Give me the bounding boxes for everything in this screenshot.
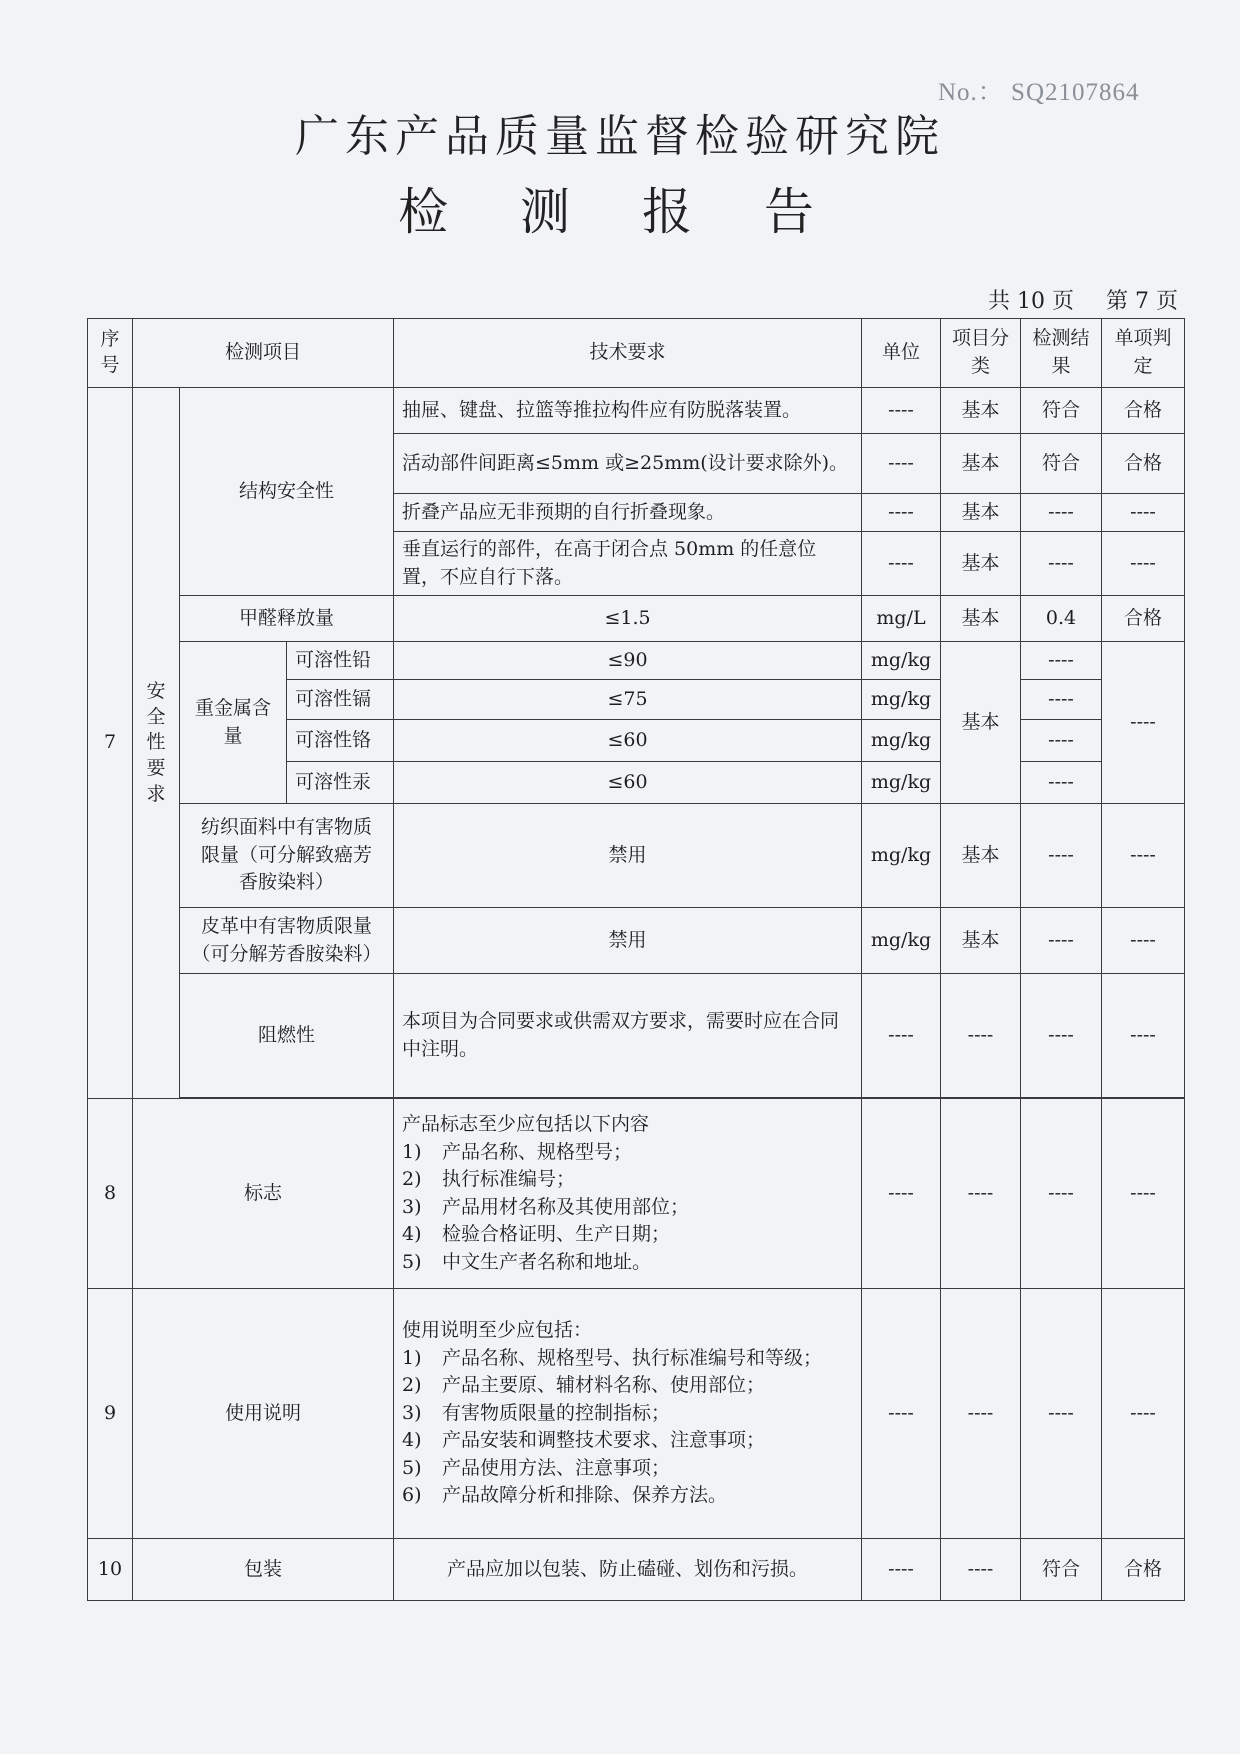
- table-row: [88, 596, 1185, 642]
- page-info: [986, 284, 1178, 315]
- item-name: 阻燃性: [180, 974, 394, 1098]
- list-item: 3) 产品用材名称及其使用部位；: [402, 1195, 690, 1218]
- verdict-cell: ----: [1102, 1099, 1185, 1289]
- unit-cell: ----: [862, 1099, 941, 1289]
- table-row: [88, 804, 1185, 908]
- result-cell: ----: [1021, 908, 1102, 974]
- verdict-cell: ----: [1102, 532, 1185, 596]
- unit-cell: ----: [862, 434, 941, 494]
- result-cell: ----: [1021, 762, 1102, 804]
- header-result: 检测结果: [1021, 319, 1102, 388]
- header-seq: 序 号: [88, 319, 133, 388]
- category-cell: 基本: [941, 642, 1021, 804]
- unit-cell: ----: [862, 1289, 941, 1539]
- list-item: 1) 产品名称、规格型号、执行标准编号和等级；: [402, 1346, 823, 1369]
- result-cell: ----: [1021, 1289, 1102, 1539]
- table-row: [88, 388, 1185, 434]
- requirement-text: 折叠产品应无非预期的自行折叠现象。: [394, 494, 862, 532]
- item-name: 标志: [133, 1099, 394, 1289]
- verdict-cell: ----: [1102, 974, 1185, 1098]
- verdict-cell: 合格: [1102, 434, 1185, 494]
- organization-name: 广东产品质量监督检验研究院: [295, 111, 945, 162]
- subitem-name: 可溶性铅: [287, 642, 394, 680]
- requirement-text: 垂直运行的部件，在高于闭合点 50mm 的任意位置，不应自行下落。: [394, 532, 862, 596]
- category-cell: ----: [941, 1539, 1021, 1601]
- subitem-name: 可溶性镉: [287, 680, 394, 720]
- item-name: 重金属含量: [180, 642, 287, 804]
- page-current: 第 7 页: [1106, 289, 1178, 314]
- unit-cell: mg/kg: [862, 762, 941, 804]
- requirement-text: ≤1.5: [394, 596, 862, 642]
- item-name: 包装: [133, 1539, 394, 1601]
- requirement-intro: 产品标志至少应包括以下内容: [402, 1112, 650, 1135]
- unit-cell: mg/kg: [862, 642, 941, 680]
- unit-cell: ----: [862, 1539, 941, 1601]
- item-name: 使用说明: [133, 1289, 394, 1539]
- result-cell: 符合: [1021, 434, 1102, 494]
- row-seq: 10: [88, 1539, 133, 1601]
- result-cell: ----: [1021, 720, 1102, 762]
- requirement-list: [394, 1289, 862, 1539]
- list-item: 4) 检验合格证明、生产日期；: [402, 1223, 671, 1246]
- result-cell: ----: [1021, 974, 1102, 1098]
- category-cell: ----: [941, 974, 1021, 1098]
- requirement-text: 抽屉、键盘、拉篮等推拉构件应有防脱落装置。: [394, 388, 862, 434]
- category-cell: 基本: [941, 532, 1021, 596]
- table-row: [88, 1099, 1185, 1289]
- unit-cell: mg/kg: [862, 720, 941, 762]
- header-verdict: 单项判定: [1102, 319, 1185, 388]
- header-category: 项目分类: [941, 319, 1021, 388]
- header-requirement: 技术要求: [394, 319, 862, 388]
- category-cell: 基本: [941, 494, 1021, 532]
- requirement-text: 本项目为合同要求或供需双方要求，需要时应在合同中注明。: [394, 974, 862, 1098]
- row-seq: 8: [88, 1099, 133, 1289]
- header-item: 检测项目: [133, 319, 394, 388]
- header-unit: 单位: [862, 319, 941, 388]
- requirement-intro: 使用说明至少应包括：: [402, 1319, 593, 1342]
- category-cell: ----: [941, 1099, 1021, 1289]
- category-cell: 基本: [941, 388, 1021, 434]
- requirement-text: ≤60: [394, 720, 862, 762]
- result-cell: ----: [1021, 494, 1102, 532]
- requirement-text: ≤60: [394, 762, 862, 804]
- table-header-row: [88, 319, 1185, 388]
- requirement-text: ≤90: [394, 642, 862, 680]
- document-title: 检 测 报 告: [398, 183, 842, 241]
- list-item: 5) 中文生产者名称和地址。: [402, 1250, 652, 1273]
- row-seq: 7: [88, 388, 133, 1099]
- table-row: [88, 1539, 1185, 1601]
- page-total: 共 10 页: [988, 289, 1075, 314]
- unit-cell: ----: [862, 532, 941, 596]
- unit-cell: mg/kg: [862, 804, 941, 908]
- result-cell: ----: [1021, 1099, 1102, 1289]
- subitem-name: 可溶性汞: [287, 762, 394, 804]
- result-cell: ----: [1021, 642, 1102, 680]
- item-name: 甲醛释放量: [180, 596, 394, 642]
- unit-cell: mg/kg: [862, 908, 941, 974]
- table-row: [88, 908, 1185, 974]
- list-item: 2) 产品主要原、辅材料名称、使用部位；: [402, 1374, 766, 1397]
- requirement-text: 产品应加以包装、防止磕碰、划伤和污损。: [394, 1539, 862, 1601]
- result-cell: ----: [1021, 680, 1102, 720]
- result-cell: ----: [1021, 532, 1102, 596]
- category-cell: 基本: [941, 804, 1021, 908]
- verdict-cell: ----: [1102, 642, 1185, 804]
- list-item: 3) 有害物质限量的控制指标；: [402, 1401, 671, 1424]
- result-cell: 符合: [1021, 1539, 1102, 1601]
- category-cell: ----: [941, 1289, 1021, 1539]
- group-label: 安 全 性 要 求: [133, 388, 180, 1099]
- verdict-cell: ----: [1102, 804, 1185, 908]
- result-cell: ----: [1021, 804, 1102, 908]
- requirement-text: 活动部件间距离≤5mm 或≥25mm(设计要求除外)。: [394, 434, 862, 494]
- list-item: 2) 执行标准编号；: [402, 1168, 576, 1191]
- list-item: 5) 产品使用方法、注意事项；: [402, 1456, 671, 1479]
- inspection-table: [87, 318, 1185, 1601]
- row-seq: 9: [88, 1289, 133, 1539]
- unit-cell: ----: [862, 974, 941, 1098]
- verdict-cell: ----: [1102, 494, 1185, 532]
- table-row: [88, 974, 1185, 1098]
- report-number: No.： SQ2107864: [938, 79, 1140, 106]
- unit-cell: mg/kg: [862, 680, 941, 720]
- result-cell: 0.4: [1021, 596, 1102, 642]
- item-name: 纺织面料中有害物质限量（可分解致癌芳香胺染料）: [180, 804, 394, 908]
- unit-cell: mg/L: [862, 596, 941, 642]
- verdict-cell: ----: [1102, 908, 1185, 974]
- subitem-name: 可溶性铬: [287, 720, 394, 762]
- requirement-text: 禁用: [394, 804, 862, 908]
- table-row: [88, 642, 1185, 680]
- category-cell: 基本: [941, 596, 1021, 642]
- requirement-list: [394, 1099, 862, 1289]
- requirement-text: ≤75: [394, 680, 862, 720]
- verdict-cell: ----: [1102, 1289, 1185, 1539]
- list-item: 1) 产品名称、规格型号；: [402, 1140, 633, 1163]
- table-row: [88, 1289, 1185, 1539]
- item-name: 结构安全性: [180, 388, 394, 596]
- verdict-cell: 合格: [1102, 1539, 1185, 1601]
- category-cell: 基本: [941, 908, 1021, 974]
- category-cell: 基本: [941, 434, 1021, 494]
- item-name: 皮革中有害物质限量（可分解芳香胺染料）: [180, 908, 394, 974]
- requirement-text: 禁用: [394, 908, 862, 974]
- unit-cell: ----: [862, 388, 941, 434]
- verdict-cell: 合格: [1102, 388, 1185, 434]
- unit-cell: ----: [862, 494, 941, 532]
- result-cell: 符合: [1021, 388, 1102, 434]
- list-item: 6) 产品故障分析和排除、保养方法。: [402, 1484, 728, 1507]
- list-item: 4) 产品安装和调整技术要求、注意事项；: [402, 1429, 766, 1452]
- verdict-cell: 合格: [1102, 596, 1185, 642]
